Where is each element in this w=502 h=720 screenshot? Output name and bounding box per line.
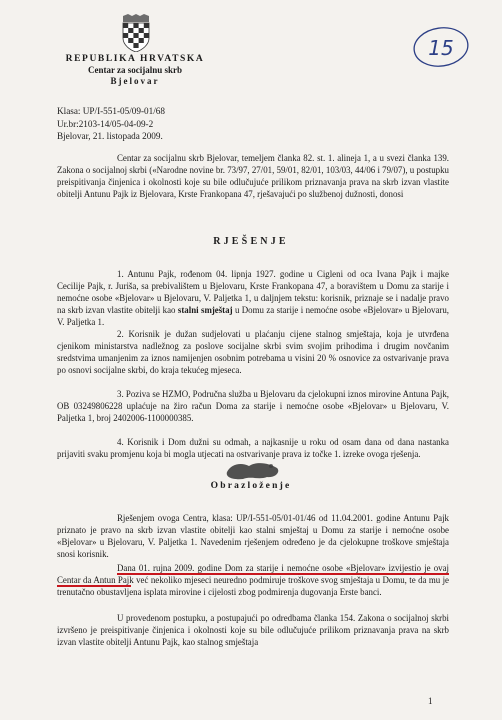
decision-item-1: 1. Antunu Pajk, rođenom 04. lipnja 1927. godine u Cigleni od oca Ivana Pajk i majke Cecilije Pajk, r. Juriša, sa prebivalištem u Bjelovaru, Krste Frankopana 47, a boravištem u Domu za starije i nemoćne osobe «Bjelovar» u Bjelovaru, V. Paljetka 1, u daljnjem tekstu: korisnik, priznaje se i nadalje pravo na skrb izvan vlastite obitelji kao stalni smještaj u Domu za starije i nemoćne osobe «Bjelovar» u Bjelovaru, V. Paljetka 1. [57,269,450,327]
reasoning-paragraph-2: Dana 01. rujna 2009. godine Dom za starije i nemoćne osobe «Bjelovar» izvijestio je ovaj Centar da Antun Pajk već nekoliko mjeseci neuredno podmiruje troškove svog smještaja u Domu, te da mu je trenutačno obustavljena isplata mirovine i cijelosti zbog podmirenja dugovanja Erste banci. [57,563,449,597]
page-number: 1 [428,696,433,706]
klasa-line: Klasa: UP/I-551-05/09-01/68 [57,106,165,116]
stamp-circle-icon [410,24,472,70]
date-line: Bjelovar, 21. listopada 2009. [57,131,163,141]
document-title: RJEŠENJE [213,236,289,247]
document-meta [57,105,165,143]
decision-item-1-bold: stalni smještaj [177,305,233,315]
stamp-number: 15 [428,36,454,60]
coat-of-arms-icon [120,14,152,52]
reasoning-title: Obrazloženje [210,481,292,491]
decision-item-3: 3. Poziva se HZMO, Područna služba u Bjelovaru da cjelokupni iznos mirovine Antuna Pajk, OB 03249806228 uplaćuje na žiro račun Doma za starije i nemoćne osobe «Bjelovar» u Bjelovaru, V. Paljetka 1, broj 2402006-1100000385. [57,389,449,423]
decision-item-4: 4. Korisnik i Dom dužni su odmah, a najkasnije u roku od osam dana od dana nastanka prijaviti svaku promjenu koja bi mogla utjecati na ostvarivanje prava iz točke 1. izreke ovoga rješenja. [57,437,449,459]
red-underline-2 [57,585,131,587]
decision-item-2: 2. Korisnik je dužan sudjelovati u plaćanju cijene stalnog smještaja, koja je utvrđena cjenikom ministarstva nadležnog za poslove socijalne skrbi svim svojim prihodima i drugim novčanim sredstvima umanjenim za iznos namijenjen osobnim potrebama u visini 20 % osnovice za ostvarivanje prava po osnovi socijalne skrbi, do kraja tekućeg mjeseca. [57,329,449,375]
intro-paragraph: Centar za socijalnu skrb Bjelovar, temeljem članka 82. st. 1. alineja 1, a u svezi članka 139. Zakona o socijalnoj skrbi («Narodne novine br. 73/97, 27/01, 59/01, 82/01, 103/03, 44/06 i 79/07), u postupku preispitivanja činjenica i okolnosti koje su bile odlučujuće prilikom priznavanja prava na skrb izvan vlastite obitelji Antunu Pajk iz Bjelovara, Krste Frankopana 47, rješavajući po službenoj dužnosti, donosi [57,153,449,199]
red-underline-1 [117,573,449,575]
reasoning-paragraph-3: U provedenom postupku, a postupajući po odredbama članka 154. Zakona o socijalnoj skrbi izvršeno je preispitivanje činjenica i okolnosti koje su bile odlučujuće prilikom priznavanja prava na skrb izvan vlastite obitelji Antunu Pajk, kao stalnog smještaja [57,613,449,647]
ink-smudge-icon [223,458,283,482]
header-city: Bjelovar [110,76,160,86]
handwritten-page-stamp [410,24,472,70]
header-country: REPUBLIKA HRVATSKA [65,54,205,64]
header-institution: Centar za socijalnu skrb [87,65,183,75]
institution-header [55,54,215,86]
urbr-line: Ur.br:2103-14/05-04-09-2 [57,118,154,129]
reasoning-paragraph-1: Rješenjem ovoga Centra, klasa: UP/I-551-05/01-01/46 od 11.04.2001. godine Antunu Pajk priznato je pravo na skrb izvan vlastite obitelji kao stalni smještaj u Domu za starije i nemoćne osobe «Bjelovar» u Bjelovaru, V. Paljetka 1. Navedenim rješenjem određeno je da cjelokupne troškove smještaja snosi korisnik. [57,513,449,559]
